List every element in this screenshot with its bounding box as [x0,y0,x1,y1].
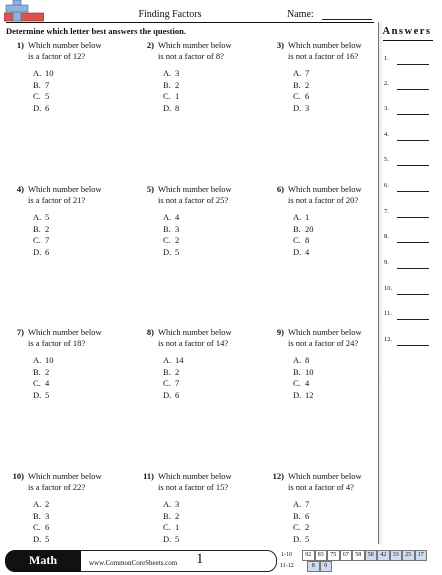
question-number: 7) [16,327,24,337]
answer-choice [163,247,253,258]
question-number: 9) [276,327,284,337]
answers-heading: Answers [382,26,432,37]
score-cell: 50 [365,550,378,561]
question-text [28,327,124,349]
question-text-line: Which number below [28,184,102,194]
choice-letter: A. [293,499,302,509]
choice-value: 10 [45,355,54,365]
choice-value: 6 [305,91,310,101]
answer-choice [163,355,253,366]
answer-choice [33,80,123,91]
choice-value: 5 [175,533,180,544]
question-text [28,471,124,493]
choice-value: 7 [45,79,50,90]
choice-value: 6 [45,246,50,257]
choice-value: 8 [305,235,310,245]
answer-choice [163,511,253,522]
score-cell: 17 [415,550,428,561]
answer-choice [163,499,253,510]
answer-choice [33,511,123,522]
question-number: 1) [16,40,24,50]
answer-choice [293,103,383,114]
choice-value: 4 [305,378,310,388]
choice-value: 1 [175,522,180,532]
choice-value: 5 [175,246,180,257]
question-number: 8) [146,327,154,337]
header-divider [6,22,374,23]
choice-letter: B. [293,510,301,521]
answer-number: 1. [384,55,389,62]
choice-value: 5 [305,533,310,544]
choice-value: 3 [45,510,50,521]
answer-choice [293,390,383,401]
answer-choice [33,68,123,79]
answer-choice [163,80,253,91]
answer-blank-line[interactable] [397,165,429,166]
answer-blank-line[interactable] [397,114,429,115]
choice-value: 8 [305,355,310,365]
answer-choice [33,235,123,246]
choice-value: 2 [45,223,50,234]
choice-value: 1 [175,91,180,101]
question-text-line: Which number below [288,184,362,194]
answer-choice [33,390,123,401]
answer-choice [163,212,253,223]
answer-choice [33,522,123,533]
choice-value: 6 [45,102,50,113]
question-text [158,471,254,493]
question-text [28,184,124,206]
choice-value: 5 [45,533,50,544]
choice-value: 5 [45,389,50,400]
choice-letter: B. [33,223,41,234]
question-text-line: is a factor of 22? [28,482,86,492]
choice-letter: A. [33,68,42,78]
choice-letter: A. [293,212,302,222]
question-text-line: Which number below [288,471,362,481]
score-cell: 0 [320,561,333,572]
choice-value: 2 [175,79,180,90]
score-cell: 8 [307,561,320,572]
question-text-line: is a factor of 18? [28,338,86,348]
answer-choice [293,534,383,545]
answer-row [384,310,432,322]
choice-value: 5 [45,212,50,222]
answer-number: 9. [384,259,389,266]
choice-value: 7 [45,235,50,245]
choice-letter: D. [293,533,302,544]
choice-letter: A. [163,499,172,509]
question-text-line: is not a factor of 16? [288,51,359,61]
choice-letter: C. [293,91,301,101]
answer-blank-line[interactable] [397,89,429,90]
answer-blank-line[interactable] [397,345,429,346]
choice-letter: D. [293,102,302,113]
question-text-line: Which number below [158,40,232,50]
answer-row [384,285,432,297]
answer-number: 5. [384,156,389,163]
choice-letter: C. [33,522,41,532]
question-text-line: Which number below [158,471,232,481]
answer-row [384,233,432,245]
choice-letter: B. [33,366,41,377]
score-range-label: 11-12 [280,563,294,569]
choice-value: 12 [305,389,314,400]
question-text-line: is not a factor of 24? [288,338,359,348]
score-cell: 83 [315,550,328,561]
answer-choice [33,378,123,389]
choice-value: 7 [305,499,310,509]
choice-letter: A. [33,212,42,222]
question-text [158,184,254,206]
choice-letter: B. [33,79,41,90]
answer-row [384,182,432,194]
footer-subject: Math [29,553,57,567]
choice-letter: A. [293,355,302,365]
question-text [158,327,254,349]
answer-choice [163,68,253,79]
answer-choice [33,224,123,235]
choice-value: 3 [175,68,180,78]
answer-row [384,259,432,271]
choice-letter: C. [163,522,171,532]
answer-choice [163,534,253,545]
question-text-line: is a factor of 21? [28,195,86,205]
choice-value: 6 [175,389,180,400]
score-cell: 25 [402,550,415,561]
score-cell: 67 [340,550,353,561]
question-number: 12) [272,471,284,481]
answer-row [384,55,432,67]
name-label: Name: [287,9,314,20]
choice-letter: C. [33,235,41,245]
choice-letter: C. [33,378,41,388]
answer-choice [33,534,123,545]
choice-value: 2 [45,499,50,509]
answer-blank-line[interactable] [397,217,429,218]
choice-letter: A. [293,68,302,78]
question-text-line: Which number below [28,471,102,481]
answer-blank-line[interactable] [397,242,429,243]
score-cell: 42 [377,550,390,561]
question-number: 5) [146,184,154,194]
answer-choice [33,367,123,378]
answer-choice [163,91,253,102]
answer-choice [293,499,383,510]
question-number: 3) [276,40,284,50]
page-number: 1 [196,551,204,567]
choice-letter: C. [33,91,41,101]
answer-number: 3. [384,105,389,112]
answer-row [384,131,432,143]
question-text [288,327,384,349]
answer-choice [293,511,383,522]
choice-letter: D. [293,246,302,257]
choice-value: 10 [45,68,54,78]
answer-number: 8. [384,233,389,240]
choice-letter: D. [33,246,42,257]
answer-choice [163,378,253,389]
answer-blank-line[interactable] [397,319,429,320]
question-text-line: is not a factor of 20? [288,195,359,205]
question-text-line: is not a factor of 25? [158,195,229,205]
choice-value: 2 [305,522,310,532]
answer-choice [293,355,383,366]
answer-blank-line[interactable] [397,294,429,295]
choice-letter: A. [33,355,42,365]
choice-value: 7 [305,68,310,78]
score-cell: 75 [327,550,340,561]
choice-letter: D. [33,389,42,400]
choice-letter: A. [33,499,42,509]
question-text-line: is not a factor of 4? [288,482,354,492]
answer-choice [163,367,253,378]
choice-letter: D. [163,389,172,400]
choice-value: 3 [175,499,180,509]
score-cell: 92 [302,550,315,561]
choice-letter: B. [163,366,171,377]
answers-panel [378,22,437,544]
answer-choice [33,499,123,510]
choice-value: 6 [305,510,310,521]
choice-value: 2 [175,510,180,521]
choice-letter: B. [163,79,171,90]
choice-letter: C. [293,378,301,388]
answer-blank-line[interactable] [397,64,429,65]
answer-choice [33,355,123,366]
answer-number: 6. [384,182,389,189]
name-field-line [322,19,372,20]
question-text [288,471,384,493]
score-cell: 33 [390,550,403,561]
answer-number: 10. [384,285,393,292]
choice-value: 4 [175,212,180,222]
answer-choice [293,224,383,235]
choice-value: 20 [305,223,314,234]
question-number: 10) [12,471,24,481]
choice-letter: D. [293,389,302,400]
choice-value: 2 [45,366,50,377]
answer-choice [33,247,123,258]
choice-letter: A. [163,212,172,222]
answer-choice [163,235,253,246]
answer-row [384,105,432,117]
answer-choice [293,522,383,533]
choice-letter: C. [163,378,171,388]
choice-value: 10 [305,366,314,377]
choice-letter: B. [163,510,171,521]
answer-row [384,156,432,168]
answer-choice [293,212,383,223]
answer-choice [33,103,123,114]
question-text-line: is not a factor of 8? [158,51,224,61]
choice-value: 3 [175,223,180,234]
question-text-line: Which number below [28,40,102,50]
choice-letter: D. [33,533,42,544]
answer-choice [163,522,253,533]
answer-choice [293,235,383,246]
choice-value: 14 [175,355,184,365]
answer-number: 4. [384,131,389,138]
answer-choice [163,224,253,235]
choice-letter: D. [163,533,172,544]
answer-blank-line[interactable] [397,268,429,269]
question-text [28,40,124,62]
choice-letter: C. [163,91,171,101]
plus-logo-icon [4,0,44,22]
question-text-line: Which number below [158,327,232,337]
choice-letter: B. [33,510,41,521]
answer-choice [33,212,123,223]
answer-choice [163,103,253,114]
score-cell: 58 [352,550,365,561]
answer-row [384,336,432,348]
question-text [288,40,384,62]
choice-letter: D. [163,102,172,113]
choice-letter: C. [293,235,301,245]
choice-value: 1 [305,212,310,222]
choice-letter: A. [163,68,172,78]
instructions: Determine which letter best answers the question. [6,26,186,36]
question-text-line: Which number below [28,327,102,337]
question-text-line: is a factor of 12? [28,51,86,61]
question-text [288,184,384,206]
choice-value: 4 [305,246,310,257]
answer-blank-line[interactable] [397,140,429,141]
question-text-line: Which number below [158,184,232,194]
choice-value: 2 [175,366,180,377]
question-number: 11) [143,471,154,481]
answer-row [384,80,432,92]
answer-choice [293,91,383,102]
question-text-line: is not a factor of 14? [158,338,229,348]
answer-choice [293,80,383,91]
choice-value: 2 [175,235,180,245]
answer-number: 7. [384,208,389,215]
choice-value: 4 [45,378,50,388]
choice-letter: A. [163,355,172,365]
question-number: 2) [146,40,154,50]
answer-blank-line[interactable] [397,191,429,192]
answer-choice [293,247,383,258]
answer-number: 11. [384,310,392,317]
choice-value: 8 [175,102,180,113]
choice-letter: C. [163,235,171,245]
answer-choice [33,91,123,102]
worksheet-title: Finding Factors [138,9,202,20]
choice-value: 5 [45,91,50,101]
answer-number: 12. [384,336,393,343]
question-number: 4) [16,184,24,194]
answer-number: 2. [384,80,389,87]
choice-letter: B. [163,223,171,234]
choice-value: 7 [175,378,180,388]
answer-choice [293,68,383,79]
question-text-line: Which number below [288,40,362,50]
question-text-line: is not a factor of 15? [158,482,229,492]
choice-letter: D. [33,102,42,113]
choice-value: 3 [305,102,310,113]
score-range-label: 1-10 [281,552,292,558]
question-text-line: Which number below [288,327,362,337]
choice-letter: B. [293,79,301,90]
answer-choice [293,378,383,389]
choice-letter: B. [293,366,301,377]
choice-letter: D. [163,246,172,257]
answer-choice [163,390,253,401]
choice-letter: C. [293,522,301,532]
footer-url: www.CommonCoreSheets.com [89,559,178,567]
choice-value: 2 [305,79,310,90]
answer-choice [293,367,383,378]
question-number: 6) [276,184,284,194]
question-text [158,40,254,62]
answer-row [384,208,432,220]
answers-divider [383,40,433,41]
choice-letter: B. [293,223,301,234]
choice-value: 6 [45,522,50,532]
